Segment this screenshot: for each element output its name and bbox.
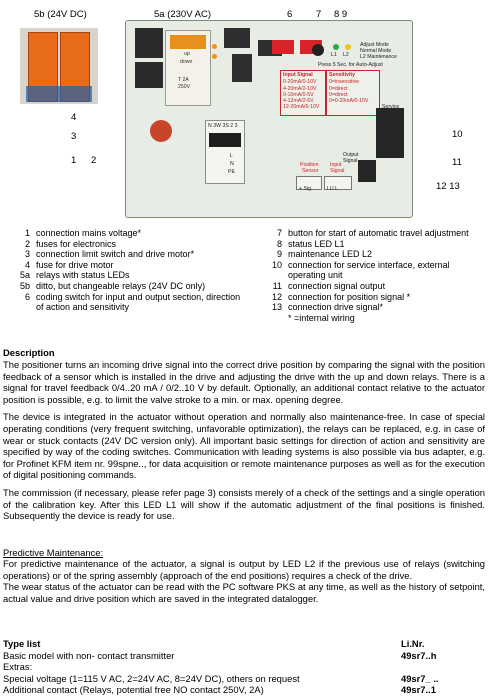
legend-item: 7 button for start of automatic travel adjustment [276,228,469,238]
label-1: 1 [71,155,77,166]
term-3: 3 [234,123,238,129]
input-signal-title: Input Signal [283,72,313,78]
legend-item: 1 connection mains voltage* [24,228,142,238]
maintenance-paragraph-1: For predictive maintenance of the actuator, a signal is output by LED L2 if the previous use of relays (switching operations) or of the spring assembly (approach of the end positions) requires a check of the drive. [3,558,485,581]
type-list-row: Additional contact (Relays, potential free NO contact 250V, 2A) 49sr7..1 [3,684,436,696]
sensitivity-title: Sensitivity [329,72,355,78]
legend-right [256,228,482,323]
legend-item: 2 fuses for electronics [24,238,117,249]
label-12-13: 12 13 [436,181,460,192]
service-label: Service [382,104,400,110]
sig-plus: + Sig. [299,186,313,192]
legend-item: 9 maintenance LED L2 [276,249,373,260]
type-list-col-heading: Li.Nr. [401,638,425,649]
term-n: N [208,123,212,129]
changeable-relays [20,28,98,104]
maintenance-paragraph-2: The wear status of the actuator can be read with the PC software PKS at any time, as well as the history of setpoint, actual value and drive position which are saved in the integrated datalogger. [3,581,485,604]
type-list-row: Basic model with non- contact transmitter 49sr7..h [3,649,437,661]
setting-line: 0=insensitive [329,79,360,86]
output-signal-label-2: Signal [343,158,358,164]
description-paragraph-3: The commission (if necessary, please refer page 3) consists merely of a check of the settings and a single operation of the calibration key. After this LED L1 will show if the automatic adjustment of the final positions is finished. Subsequently the device is ready for use. [3,486,485,522]
mode-adjust: Adjust Mode [360,42,389,48]
label-10: 10 [452,129,463,140]
term-3w: 3W [213,123,221,129]
setting-line: 0=0-20mA/0-10V [329,98,369,105]
position-sensor-label-2: Sensor [302,168,319,174]
terminal-labels-row [208,123,237,129]
description-heading: Description [3,347,55,358]
mode-maintenance: L2 Maintenance [360,54,397,60]
output-signal-connector[interactable] [358,160,376,182]
label-5b: 5b (24V DC) [34,9,87,20]
input-signal-table [280,70,326,116]
led-l2-label: L2 [343,52,349,58]
ic-chip-2 [232,54,252,82]
description-paragraph-1: The positioner turns an incoming drive signal into the correct drive position by comparing the signal with the position feedback of a sensor which is installed in the drive and adjusting the drive with the up and down relays. There is a signal for travel feedback 0/4..20 mA / 0/2..10 V by default. Optionally, an additional contact relative to the actuator position is possible, e.g. to limit the valve stroke to a min. or max. opening degree. [3,359,485,405]
legend-item: 3 connection limit switch and drive motor* [24,249,195,260]
legend-item: 4 fuse for drive motor [24,259,114,270]
sig-iul: I U L [327,186,338,192]
label-4: 4 [71,112,77,123]
label-8-9: 8 9 [334,9,348,20]
legend-item: 13 connection drive signal* [271,302,384,313]
input-signal-line: 12-20mA/6-10V [283,104,320,111]
legend-item: 12 connection for position signal * [271,291,411,302]
term-n2: N [230,161,234,167]
label-7: 7 [316,9,322,20]
input-signal-line: 0-10mA/0-5V [283,91,314,98]
relay-5a-1 [135,28,163,58]
settings-table [326,70,380,116]
relay-5a-2 [135,62,163,88]
fuse-up-label: up [184,51,190,57]
drive-signal-connector[interactable] [324,176,352,190]
input-signal-label-2: Signal [330,168,345,174]
label-6: 6 [287,9,293,20]
setting-line: 0=direct [329,91,348,98]
status-led-up [212,44,217,49]
maintenance-section [3,547,485,604]
input-signal-label: Input [330,162,342,168]
legend-footnote: * =internal wiring [288,312,355,323]
label-3: 3 [71,131,77,142]
term-2: 2 [230,123,234,129]
fuse-rating: T 2A [178,77,189,83]
legend-left [4,228,242,313]
press-note: Press 5 Sec. for Auto-Adjust [318,62,383,68]
ic-chip-1 [224,28,250,48]
label-2: 2 [91,155,97,166]
legend-item: 11 connection signal output [272,280,386,291]
led-l1 [333,44,339,50]
term-pe: PE [228,169,235,175]
output-signal-label: Output [343,152,359,158]
terminal-block [205,120,245,184]
fuse-down-label: down [180,59,193,65]
coding-switch[interactable] [272,40,294,54]
input-signal-line: 4-12mA/2-6V [283,98,314,105]
input-signal-line: 4-20mA/2-10V [283,85,317,92]
legend-item: 5a relays with status LEDs [19,270,130,281]
type-list-header [3,638,485,650]
auto-adjust-button[interactable] [312,44,324,56]
fuse-box [165,30,211,106]
status-led-down [212,54,217,59]
term-3s: 3S [222,123,229,129]
position-signal-connector[interactable] [296,176,322,190]
mode-normal: Normal Mode [360,48,392,54]
relay-socket [26,86,92,102]
fuse-voltage: 250V [178,84,191,90]
legend-item: 10 connection for service interface, external operating unit [271,259,450,281]
led-l1-label: L1 [331,52,337,58]
term-l: L [230,153,233,159]
type-list-heading: Type list [3,638,41,649]
position-sensor-label: Position [300,162,319,168]
description-section [3,347,485,522]
description-paragraph-2: The device is integrated in the actuator without operation and normally also maintenance-free. In case of special operating conditions (very frequent switching, unfavorable optimization), the relays can be replaced, e.g. in case of wear or stuck contacts (24V DC version only). All important basic settings for direction of action and sensitivity are specified by way of the coding switches. Communication with leading systems is also possible via bus adapter, e.g. for Profinet KFM item nr. 99spne.., for data acquisition or remote maintenance purposes as well as for the execution of digital positioning commands. [3,411,485,481]
setting-line: 0=direct [329,85,348,92]
type-list-section [3,638,485,696]
legend-item: 5b ditto, but changeable relays (24V DC only) [19,280,206,291]
service-connector[interactable] [376,108,404,158]
terminal-screws [209,133,241,147]
maintenance-heading: Predictive Maintenance: [3,547,104,558]
type-list-row: Special voltage (1=115 V AC, 2=24V AC, 8=24V DC), others on request 49sr7_ .. [3,672,439,684]
relay-indicator [170,35,206,49]
legend-item: 6 coding switch for input and output section, direction of action and sensitivity [24,291,241,313]
fuse-drive-motor [150,120,172,142]
input-signal-line: 0-20mA/0-10V [283,79,317,86]
label-5a: 5a (230V AC) [154,9,212,20]
type-list-row: Extras: [3,661,33,673]
led-l2 [345,44,351,50]
label-11: 11 [452,157,462,168]
legend-item: 8 status LED L1 [276,238,345,249]
